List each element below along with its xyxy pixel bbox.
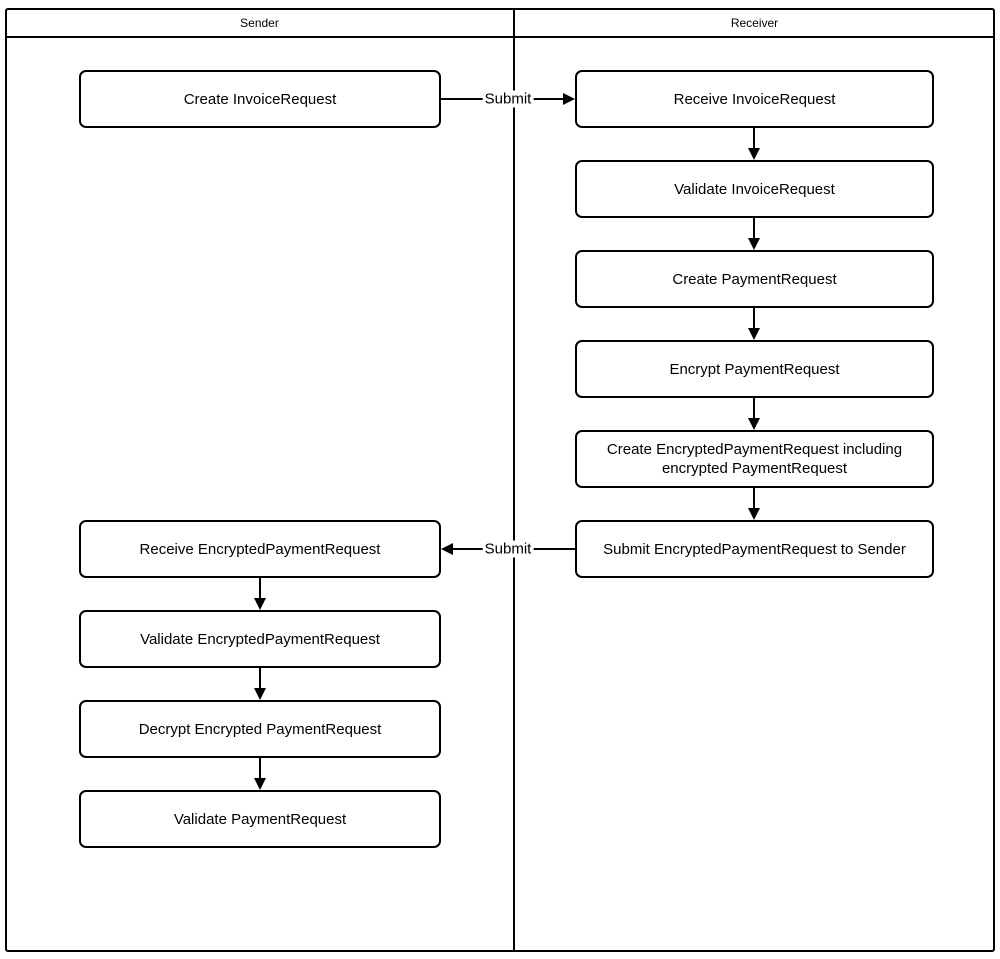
flow-node-receive-invoicerequest: Receive InvoiceRequest — [575, 70, 934, 128]
lane-divider — [513, 8, 515, 952]
flow-node-create-encryptedpaymentrequest: Create EncryptedPaymentRequest including encrypted PaymentRequest — [575, 430, 934, 488]
arrow-decrypt-to-validate-payment — [253, 758, 267, 790]
arrowhead-down-icon — [254, 688, 266, 700]
arrow-encrypt-to-create-encrypted — [747, 398, 761, 430]
flow-node-create-invoicerequest: Create InvoiceRequest — [79, 70, 441, 128]
arrow-submit-encryptedpaymentrequest — [441, 542, 575, 556]
flow-node-submit-encryptedpaymentrequest: Submit EncryptedPaymentRequest to Sender — [575, 520, 934, 578]
flow-node-validate-invoicerequest: Validate InvoiceRequest — [575, 160, 934, 218]
arrowhead-right-icon — [563, 93, 575, 105]
flow-node-validate-paymentrequest: Validate PaymentRequest — [79, 790, 441, 848]
edge-label-submit-invoice: Submit — [484, 90, 532, 108]
flow-node-encrypt-paymentrequest: Encrypt PaymentRequest — [575, 340, 934, 398]
arrow-submit-invoicerequest — [441, 92, 575, 106]
arrowhead-left-icon — [441, 543, 453, 555]
flow-node-create-paymentrequest: Create PaymentRequest — [575, 250, 934, 308]
arrowhead-down-icon — [748, 148, 760, 160]
flow-node-validate-encryptedpaymentrequest: Validate EncryptedPaymentRequest — [79, 610, 441, 668]
arrow-receive-to-validate-invoice — [747, 128, 761, 160]
arrowhead-down-icon — [748, 508, 760, 520]
lane-title-receiver: Receiver — [730, 16, 779, 30]
lane-title-sender: Sender — [240, 16, 279, 30]
arrow-receive-to-validate-encrypted — [253, 578, 267, 610]
arrowhead-down-icon — [748, 328, 760, 340]
arrowhead-down-icon — [748, 418, 760, 430]
arrowhead-down-icon — [254, 598, 266, 610]
arrow-create-payment-to-encrypt — [747, 308, 761, 340]
arrow-create-encrypted-to-submit — [747, 488, 761, 520]
arrowhead-down-icon — [254, 778, 266, 790]
arrow-validate-invoice-to-create-payment — [747, 218, 761, 250]
arrowhead-down-icon — [748, 238, 760, 250]
flow-node-receive-encryptedpaymentrequest: Receive EncryptedPaymentRequest — [79, 520, 441, 578]
edge-label-submit-payment: Submit — [484, 540, 532, 558]
arrow-validate-encrypted-to-decrypt — [253, 668, 267, 700]
flow-node-decrypt-encrypted-paymentrequest: Decrypt Encrypted PaymentRequest — [79, 700, 441, 758]
